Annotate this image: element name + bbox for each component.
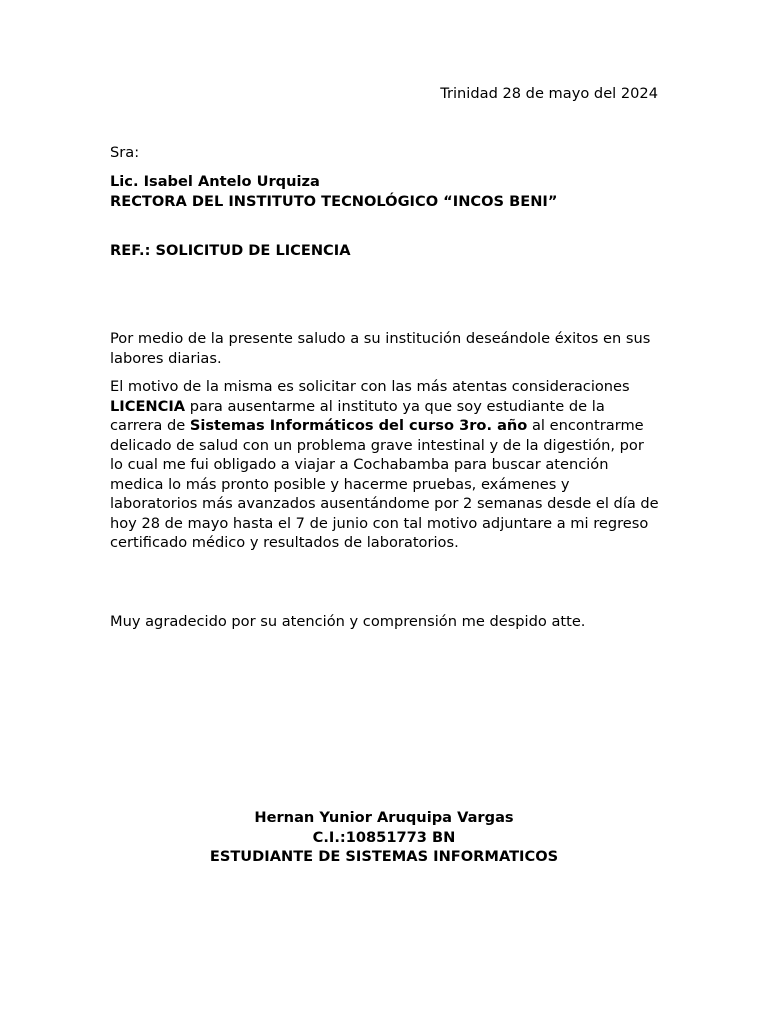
paragraph-reason [110, 377, 660, 553]
paragraph-reason-bold-licencia: LICENCIA [110, 397, 186, 415]
signature-block [0, 808, 768, 867]
paragraph-greeting: Por medio de la presente saludo a su institución deseándole éxitos en sus labores diarias. [110, 330, 651, 367]
reference-line: REF.: SOLICITUD DE LICENCIA [110, 242, 351, 259]
recipient-title: RECTORA DEL INSTITUTO TECNOLÓGICO “INCOS BENI” [110, 192, 558, 210]
paragraph-closing: Muy agradecido por su atención y comprensión me despido atte. [110, 613, 586, 630]
signature-id: C.I.:10851773 BN [312, 828, 456, 846]
paragraph-reason-text-3: al encontrarme delicado de salud con un problema grave intestinal y de la digestión, por lo cual me fui obligado a viajar a Cochabamba para buscar atención medica lo más pronto posible y hacerme pruebas, exámenes y laboratorios más avanzados ausentándome por 2 semanas desde el día de hoy 28 de mayo hasta el 7 de junio con tal motivo adjuntare a mi regreso certificado médico y resultados de laboratorios. [110, 417, 659, 551]
recipient-block [110, 172, 557, 211]
signature-role: ESTUDIANTE DE SISTEMAS INFORMATICOS [209, 848, 559, 865]
signature-name: Hernan Yunior Aruquipa Vargas [254, 809, 514, 826]
recipient-name: Lic. Isabel Antelo Urquiza [110, 173, 320, 190]
salutation: Sra: [110, 144, 140, 161]
paragraph-reason-bold-career: Sistemas Informáticos del curso 3ro. año [189, 417, 528, 434]
paragraph-reason-text-1: El motivo de la misma es solicitar con las más atentas consideraciones [110, 378, 630, 395]
letter-date: Trinidad 28 de mayo del 2024 [440, 85, 658, 102]
paragraph-reason-text-2: para ausentarme al instituto ya que soy estudiante de la carrera de [110, 397, 605, 434]
